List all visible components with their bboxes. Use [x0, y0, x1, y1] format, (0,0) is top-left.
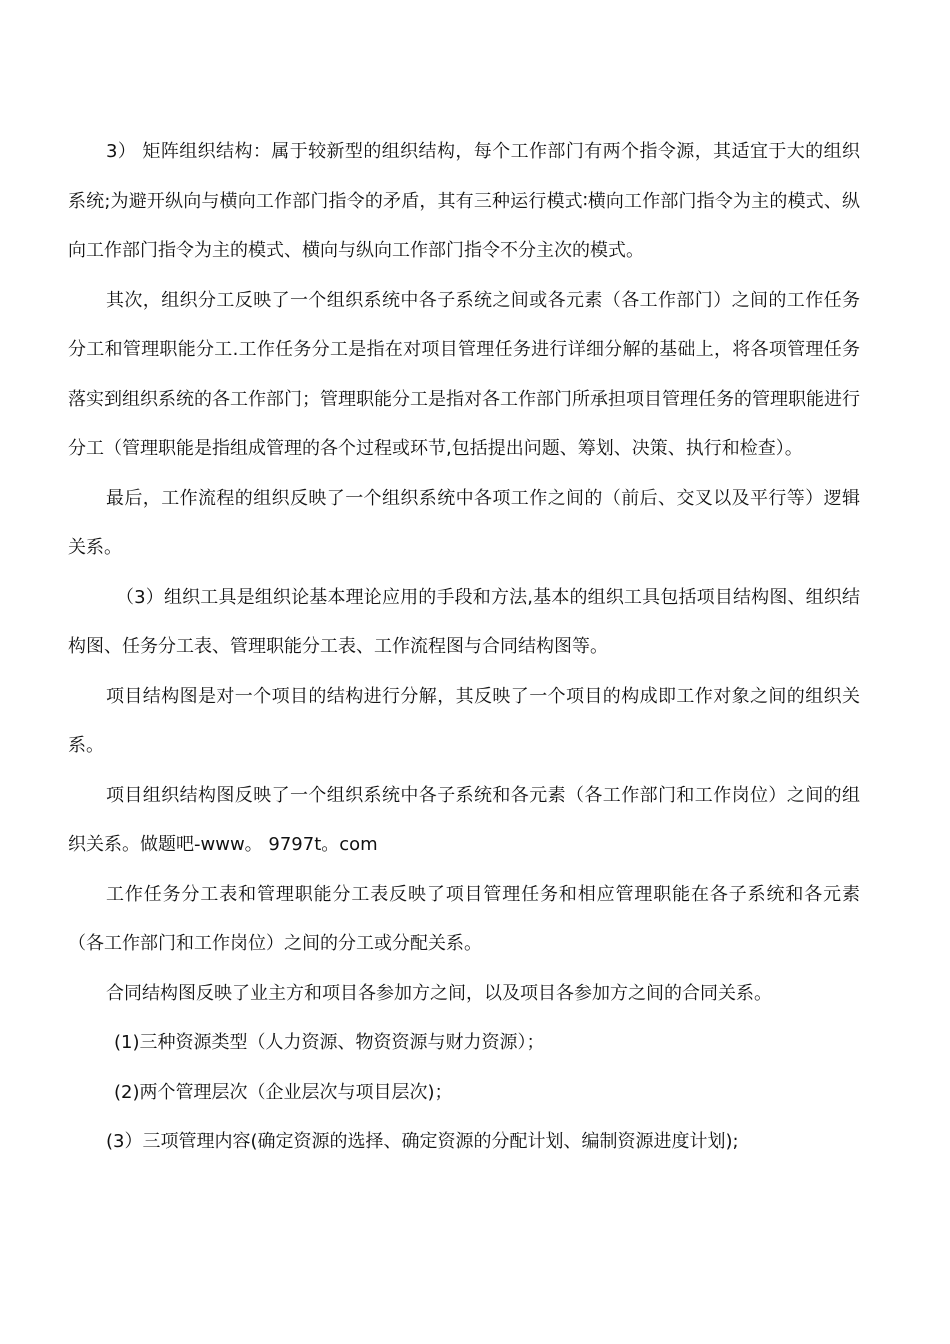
list-item-management-levels: (2)两个管理层次（企业层次与项目层次)； — [114, 1081, 453, 1103]
paragraph-organization-tools: （3）组织工具是组织论基本理论应用的手段和方法,基本的组织工具包括项目结构图、组织结构图、任务分工表、管理职能分工表、工作流程图与合同结构图等。 — [68, 586, 860, 657]
document-body — [68, 127, 860, 1167]
paragraph-task-division-table: 工作任务分工表和管理职能分工表反映了项目管理任务和相应管理职能在各子系统和各元素（各工作部门和工作岗位）之间的分工或分配关系。 — [68, 883, 860, 954]
paragraph-matrix-structure: 3） 矩阵组织结构：属于较新型的组织结构，每个工作部门有两个指令源，其适宜于大的组织系统;为避开纵向与横向工作部门指令的矛盾，其有三种运行模式∶横向工作部门指令为主的模式、纵向工作部门指令为主的模式、横向与纵向工作部门指令不分主次的模式。 — [68, 141, 860, 261]
paragraph-contract-structure-chart: 合同结构图反映了业主方和项目各参加方之间，以及项目各参加方之间的合同关系。 — [106, 982, 772, 1004]
paragraph-workflow: 最后，工作流程的组织反映了一个组织系统中各项工作之间的（前后、交叉以及平行等）逻辑关系。 — [68, 487, 860, 558]
paragraph-project-structure-chart: 项目结构图是对一个项目的结构进行分解，其反映了一个项目的构成即工作对象之间的组织关系。 — [68, 685, 860, 756]
list-item-resource-types: (1)三种资源类型（人力资源、物资资源与财力资源）； — [114, 1032, 545, 1053]
list-item-management-content: (3）三项管理内容(确定资源的选择、确定资源的分配计划、编制资源进度计划); — [106, 1131, 739, 1152]
paragraph-org-structure-chart: 项目组织结构图反映了一个组织系统中各子系统和各元素（各工作部门和工作岗位）之间的组织关系。做题吧-www。 9797t。com — [68, 784, 860, 855]
paragraph-division-of-work: 其次，组织分工反映了一个组织系统中各子系统之间或各元素（各工作部门）之间的工作任务分工和管理职能分工.工作任务分工是指在对项目管理任务进行详细分解的基础上，将各项管理任务落实到组织系统的各工作部门；管理职能分工是指对各工作部门所承担项目管理任务的管理职能进行分工（管理职能是指组成管理的各个过程或环节,包括提出问题、筹划、决策、执行和检查）。 — [68, 289, 860, 459]
